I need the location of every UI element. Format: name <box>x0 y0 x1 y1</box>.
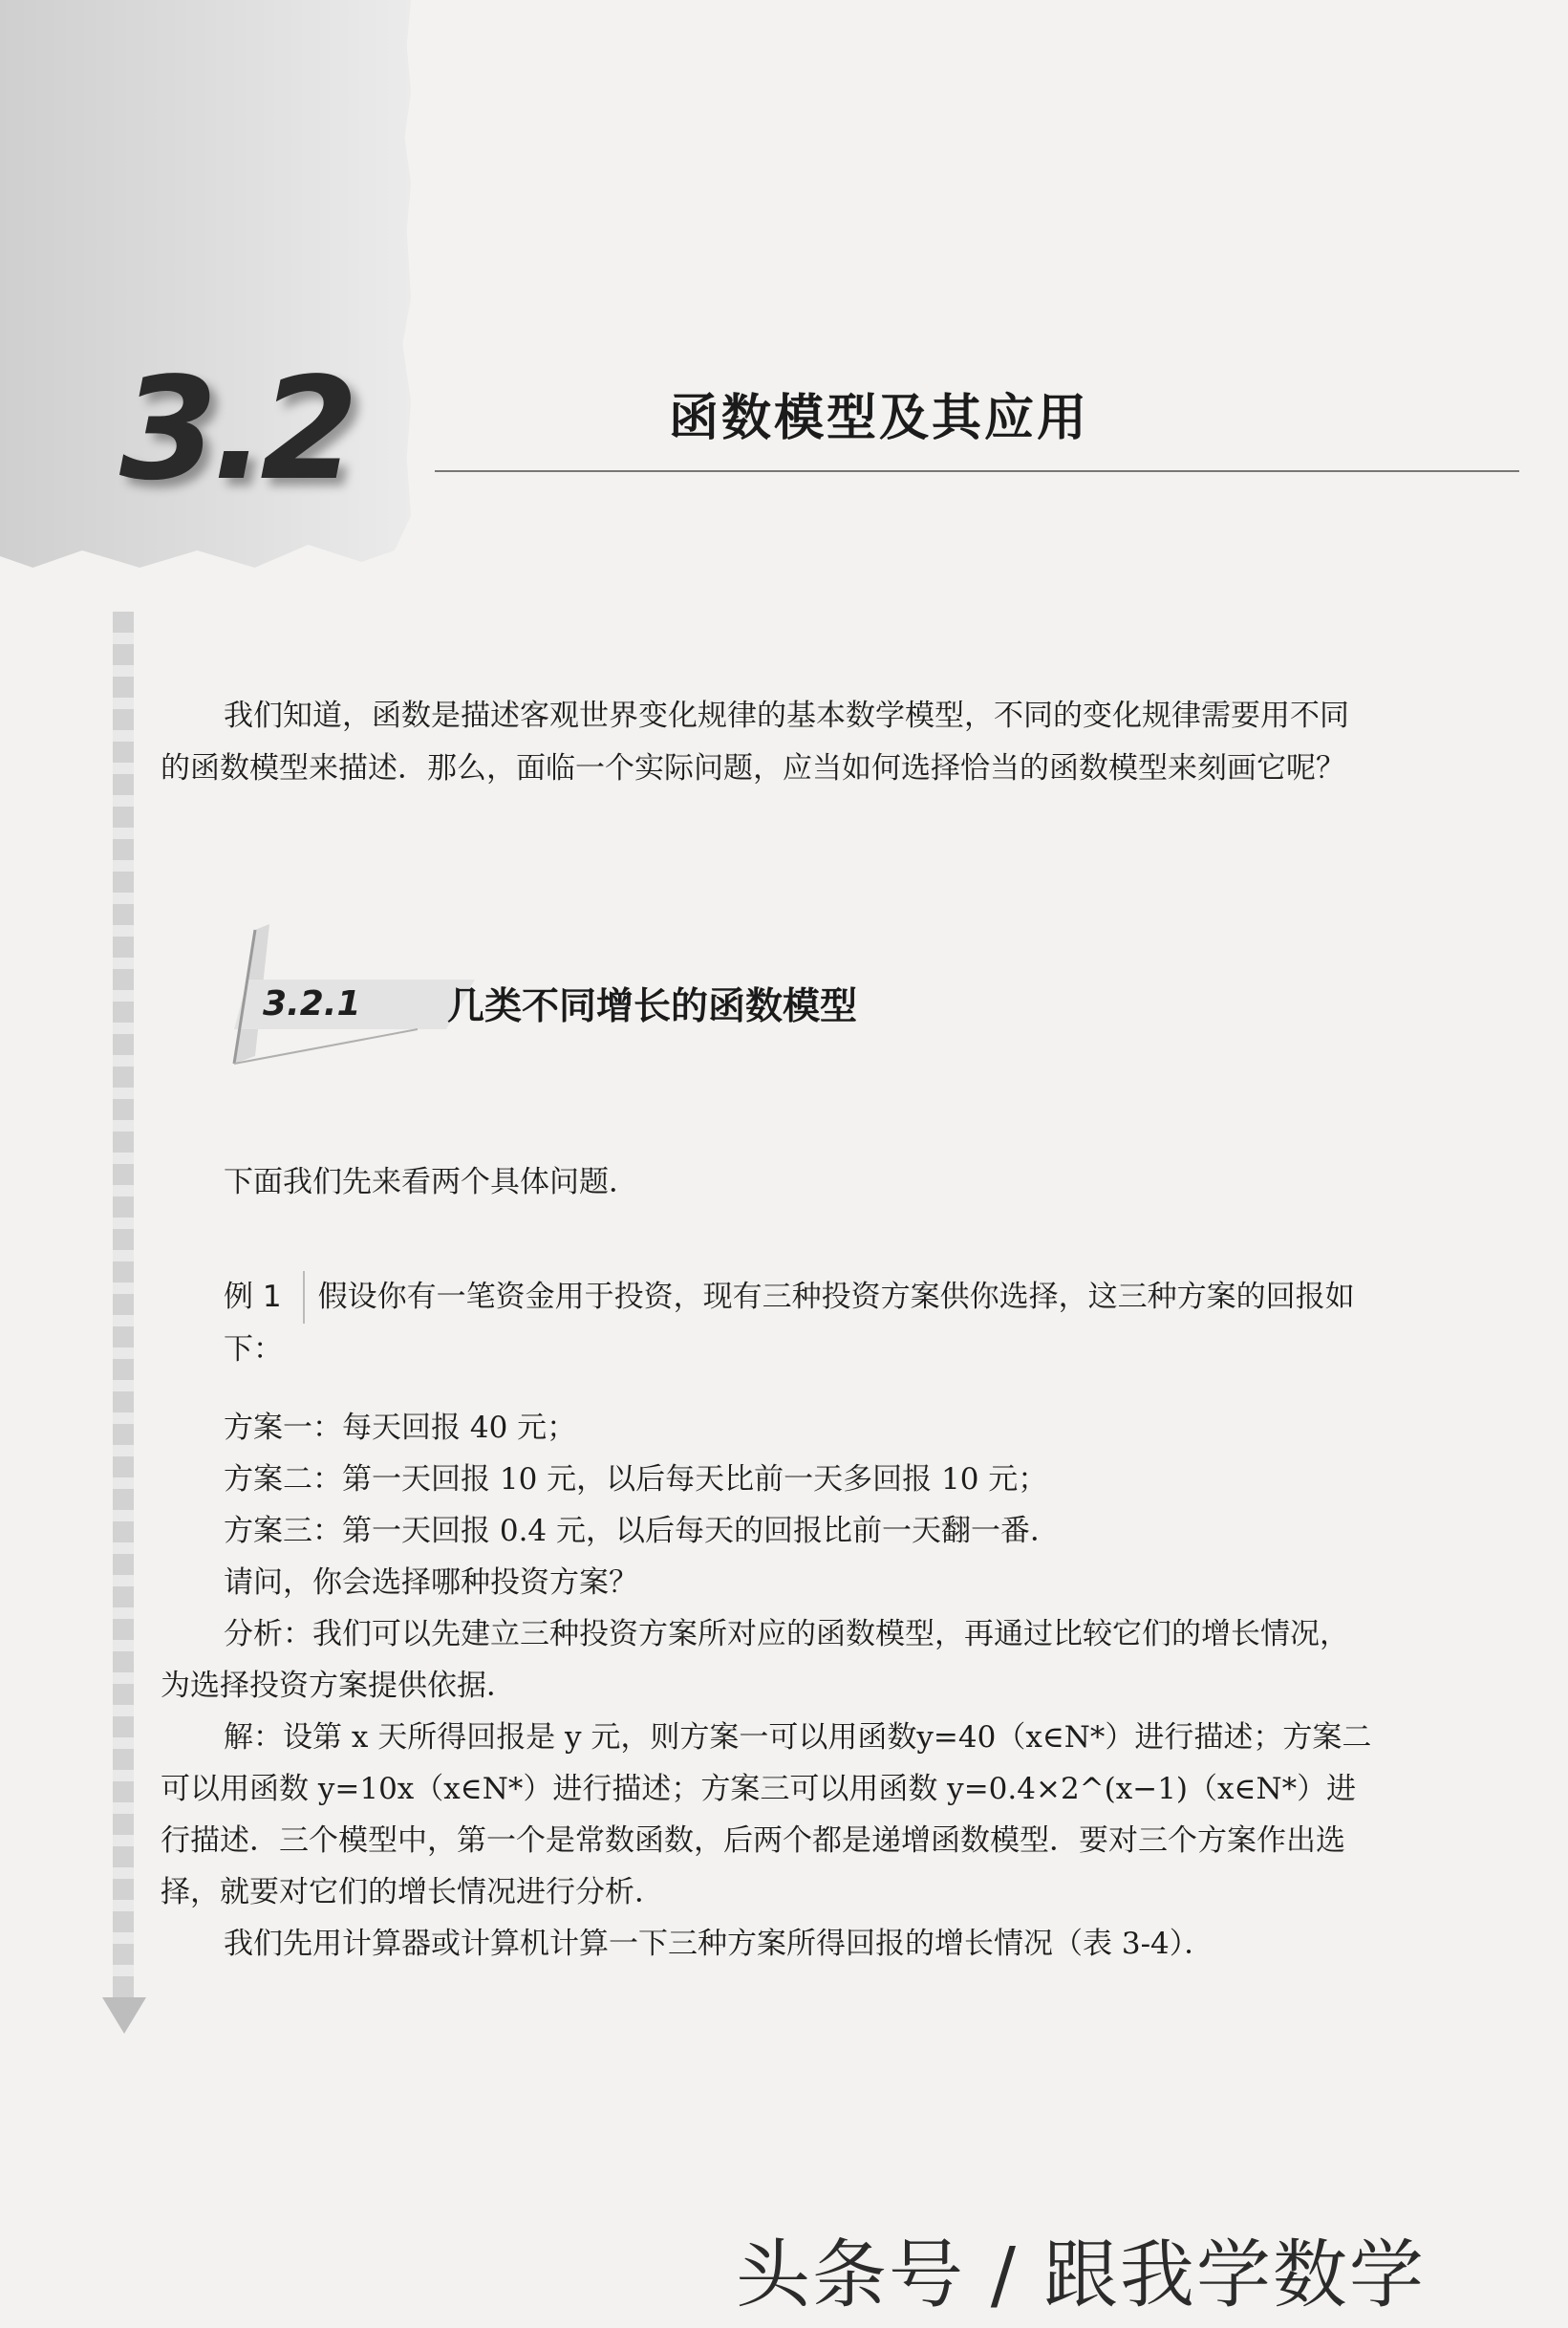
plan-item: 方案三：第一天回报 0.4 元，以后每天的回报比前一天翻一番． <box>224 1514 1061 1548</box>
plan-item: 方案一：每天回报 40 元； <box>224 1411 577 1445</box>
down-arrow-icon <box>102 1997 146 2034</box>
example-body <box>161 1350 1374 1970</box>
side-marker-strip <box>113 612 134 2007</box>
title-divider <box>435 470 1519 472</box>
example-label: 例 1 <box>224 1271 305 1324</box>
section-title: 函数模型及其应用 <box>669 390 1090 447</box>
subsection-title: 几类不同增长的函数模型 <box>447 985 858 1028</box>
analysis-text: 分析：我们可以先建立三种投资方案所对应的函数模型，再通过比较它们的增长情况，为选择投资方案提供依据． <box>161 1617 1349 1703</box>
example-intro-text: 假设你有一笔资金用于投资，现有三种投资方案供你选择，这三种方案的回报如下： <box>224 1280 1355 1367</box>
plan-item: 方案二：第一天回报 10 元，以后每天比前一天多回报 10 元； <box>224 1462 1048 1497</box>
intro-paragraph: 我们知道，函数是描述客观世界变化规律的基本数学模型，不同的变化规律需要用不同的函数模型来描述．那么，面临一个实际问题，应当如何选择恰当的函数模型来刻画它呢？ <box>161 699 1349 786</box>
chapter-number: 3.2 <box>119 347 354 511</box>
lead-text: 下面我们先来看两个具体问题． <box>224 1165 638 1199</box>
watermark-text: 头条号 / 跟我学数学 <box>736 2232 1426 2318</box>
question-text: 请问，你会选择哪种投资方案？ <box>224 1565 638 1600</box>
closing-text: 我们先用计算器或计算机计算一下三种方案所得回报的增长情况（表 3-4）． <box>224 1927 1214 1961</box>
spacer <box>161 1350 1374 1402</box>
solution-text: 解：设第 x 天所得回报是 y 元，则方案一可以用函数y=40（x∈N*）进行描述；方案二可以用函数 y=10x（x∈N*）进行描述；方案三可以用函数 y=0.4×2^(x−1)（x∈N*）进行描述．三个模型中，第一个是常数函数，后两个都是递增函数模型．要对三个方案作出选择，就要对它们的增长情况进行分析． <box>161 1720 1372 1909</box>
subsection-number: 3.2.1 <box>263 984 361 1024</box>
